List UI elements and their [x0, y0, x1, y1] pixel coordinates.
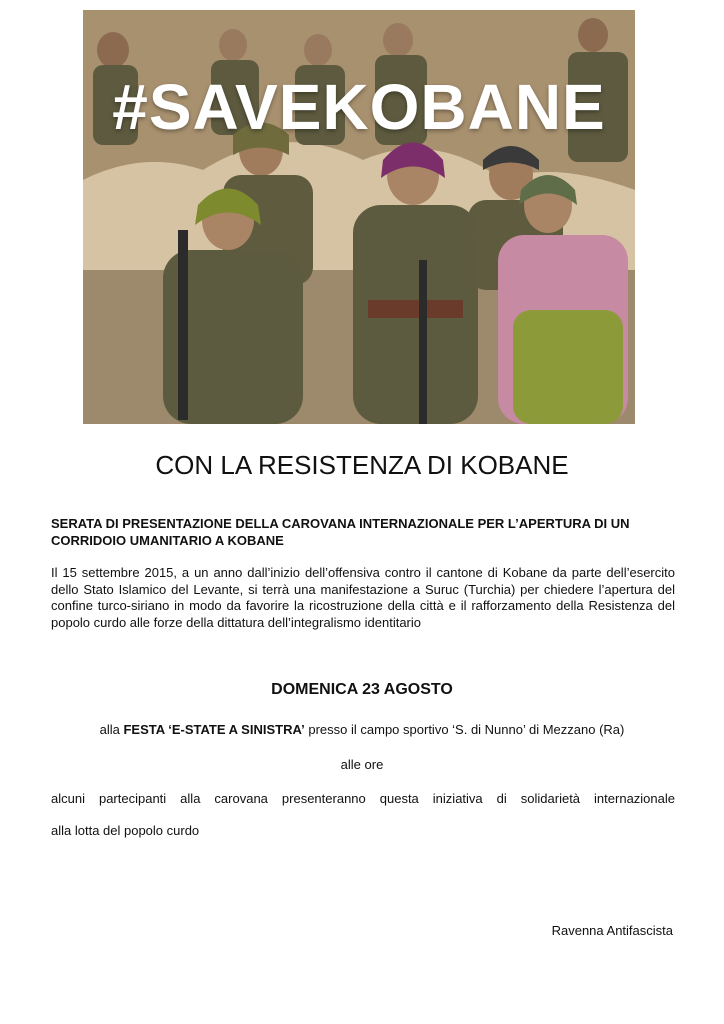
body-paragraph: Il 15 settembre 2015, a un anno dall’inizio dell’offensiva contro il cantone di Kobane da parte dell’esercito dello Stato Islamico del Levante, si terrà una manifestazione a Suruc (Turchia) per chiedere l’apertura del confine turco-siriano in modo da favorire la ricostruzione della città e il rafforzamento della Resistenza del popolo curdo alle forze della dittatura dell’integralismo identitario	[51, 565, 675, 630]
venue-prefix: alla	[99, 722, 124, 737]
event-subheading: SERATA DI PRESENTAZIONE DELLA CAROVANA INTERNAZIONALE PER L’APERTURA DI UN CORRIDOIO UMANITARIO A KOBANE	[51, 516, 630, 548]
event-venue	[0, 722, 724, 737]
hashtag-overlay: #SAVEKOBANE	[112, 71, 606, 143]
page-title: CON LA RESISTENZA DI KOBANE	[155, 450, 569, 480]
venue-event-name: FESTA ‘E-STATE A SINISTRA’	[123, 722, 305, 737]
signature: Ravenna Antifascista	[551, 923, 673, 938]
event-time: alle ore	[340, 757, 384, 772]
closing-line-1: alcuni partecipanti alla carovana presenteranno questa iniziativa di solidarietà internazionale	[51, 791, 675, 806]
venue-location: presso il campo sportivo ‘S. di Nunno’ di Mezzano (Ra)	[304, 722, 625, 737]
event-date: DOMENICA 23 AGOSTO	[271, 681, 453, 698]
hero-photo	[83, 10, 635, 424]
closing-line-2: alla lotta del popolo curdo	[51, 823, 200, 838]
